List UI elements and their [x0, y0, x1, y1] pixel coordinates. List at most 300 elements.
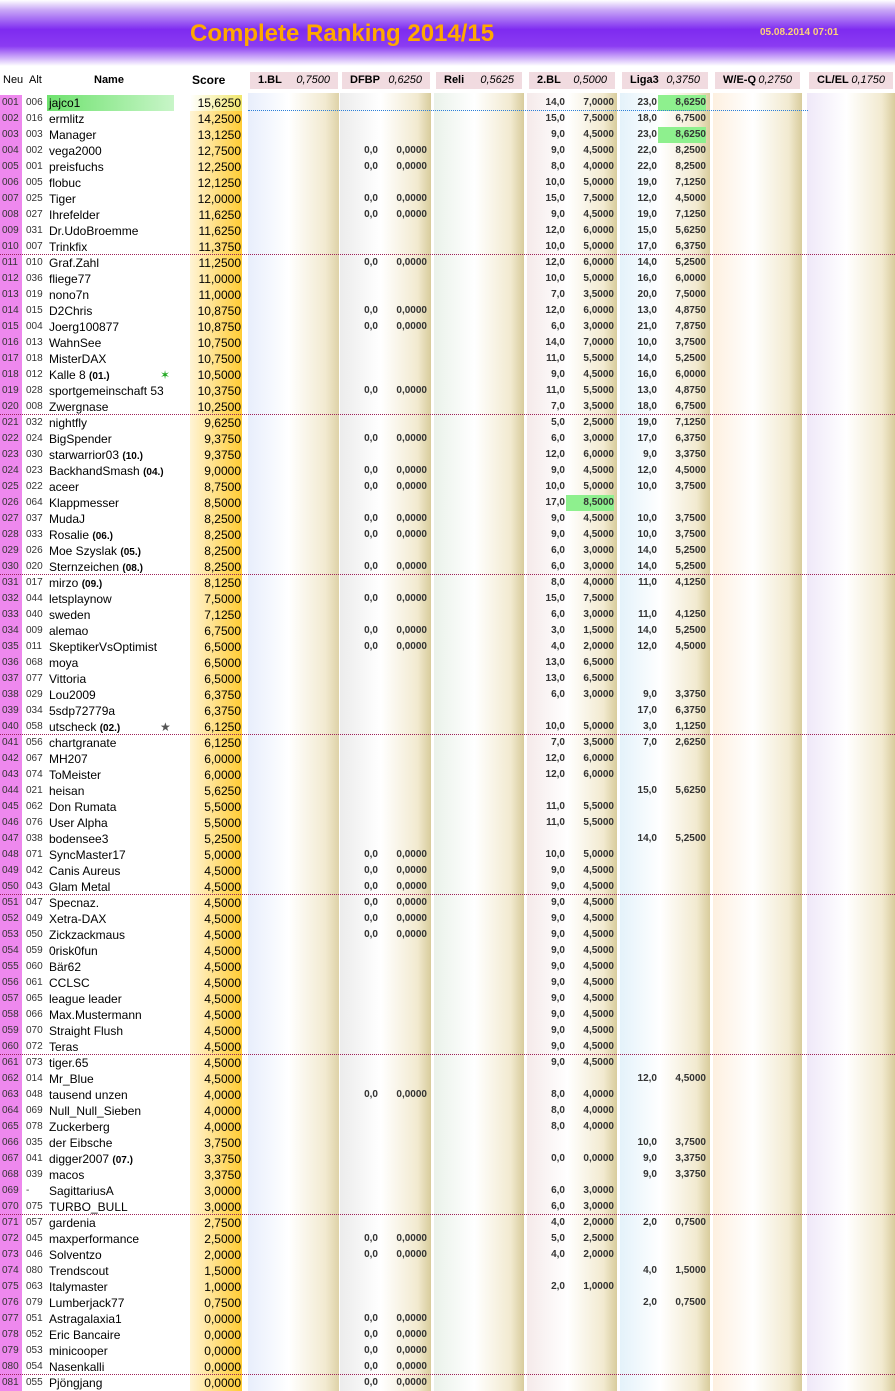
liga3-points: 22,0 [637, 161, 657, 172]
comp-weight: 0,7500 [296, 74, 330, 86]
rank-old: 007 [26, 241, 43, 252]
rank-new: 016 [0, 335, 22, 351]
bl2-points: 11,0 [546, 817, 565, 828]
table-row[interactable] [0, 751, 895, 767]
comp-name: Reli [444, 74, 465, 86]
bl2-score: 4,0000 [583, 161, 614, 172]
table-row[interactable] [0, 799, 895, 815]
table-row[interactable] [0, 591, 895, 607]
player-name[interactable]: Lou2009 [49, 688, 96, 702]
star-icon: ✶ [160, 368, 171, 382]
rank-old: 038 [26, 833, 43, 844]
col-header-dfbp[interactable] [342, 72, 430, 89]
table-row[interactable] [0, 1295, 895, 1311]
score-value: 12,0000 [190, 191, 242, 207]
player-name[interactable]: digger2007 (07.) [49, 1152, 133, 1166]
rank-old: 024 [26, 433, 43, 444]
table-row[interactable] [0, 815, 895, 831]
star-icon: ★ [160, 720, 171, 734]
table-row[interactable] [0, 1103, 895, 1119]
liga3-score: 8,2500 [675, 145, 706, 156]
table-row[interactable] [0, 543, 895, 559]
player-name[interactable]: moya [49, 656, 79, 670]
bl2-score: 7,5000 [583, 193, 614, 204]
bl2-points: 10,0 [545, 849, 565, 860]
bl2-score: 6,0000 [583, 449, 614, 460]
liga3-points: 2,0 [643, 1217, 657, 1228]
player-name[interactable]: heisan [49, 784, 85, 798]
player-name[interactable]: Graf.Zahl [49, 256, 100, 270]
bl2-score: 4,5000 [583, 881, 614, 892]
table-row[interactable] [0, 1215, 895, 1231]
player-name[interactable]: Manager [49, 128, 97, 142]
table-row[interactable] [0, 335, 895, 351]
player-name[interactable]: chartgranate [49, 736, 117, 750]
score-value: 6,0000 [190, 751, 242, 767]
rank-old: 078 [26, 1121, 43, 1132]
player-name[interactable]: Trinkfix [49, 240, 88, 254]
table-row[interactable] [0, 1231, 895, 1247]
table-row[interactable] [0, 447, 895, 463]
table-row[interactable] [0, 415, 895, 431]
player-name[interactable]: Nasenkalli [49, 1360, 105, 1374]
player-name[interactable]: Tiger [49, 192, 76, 206]
col-header-liga3[interactable] [622, 72, 708, 89]
player-name[interactable]: jajco1 [47, 95, 174, 111]
table-row[interactable] [0, 223, 895, 239]
col-header-1bl[interactable] [250, 72, 338, 89]
table-row[interactable] [0, 143, 895, 159]
rank-new: 074 [0, 1263, 22, 1279]
dfbp-points: 0,0 [364, 481, 378, 492]
table-row[interactable] [0, 127, 895, 143]
rank-old: 029 [26, 689, 43, 700]
bl2-score: 5,5000 [583, 817, 614, 828]
bl2-score: 3,0000 [583, 321, 614, 332]
liga3-points: 14,0 [637, 833, 657, 844]
table-row[interactable] [0, 959, 895, 975]
rank-old: 043 [26, 881, 43, 892]
rank-new: 066 [0, 1135, 22, 1151]
table-row[interactable] [0, 943, 895, 959]
bl2-points: 9,0 [551, 209, 565, 220]
dfbp-points: 0,0 [364, 897, 378, 908]
table-row[interactable] [0, 1183, 895, 1199]
player-name[interactable]: Astragalaxia1 [49, 1312, 122, 1326]
score-value: 3,3750 [190, 1167, 242, 1183]
bl2-score: 2,0000 [583, 1249, 614, 1260]
liga3-points: 10,0 [637, 481, 657, 492]
player-name[interactable]: flobuc [49, 176, 82, 190]
table-row[interactable] [0, 1279, 895, 1295]
liga3-score: 4,8750 [675, 305, 706, 316]
player-name[interactable]: ermlitz [49, 112, 85, 126]
score-value: 6,7500 [190, 623, 242, 639]
player-name[interactable]: WahnSee [49, 336, 102, 350]
player-name[interactable]: Zickzackmaus [49, 928, 126, 942]
table-row[interactable] [0, 1119, 895, 1135]
table-row[interactable] [0, 191, 895, 207]
rank-new: 052 [0, 911, 22, 927]
player-name[interactable]: 5sdp72779a [49, 704, 116, 718]
bl2-points: 9,0 [551, 1025, 565, 1036]
table-row[interactable] [0, 735, 895, 751]
table-row[interactable] [0, 479, 895, 495]
dfbp-score: 0,0000 [396, 305, 427, 316]
liga3-score: 6,3750 [675, 433, 706, 444]
col-header-2bl[interactable] [529, 72, 615, 89]
player-name[interactable]: starwarrior03 (10.) [49, 448, 143, 462]
comp-name: 1.BL [258, 74, 282, 86]
table-row[interactable] [0, 271, 895, 287]
bl2-points: 6,0 [551, 689, 565, 700]
player-name[interactable]: preisfuchs [49, 160, 104, 174]
bl2-score: 5,0000 [583, 481, 614, 492]
table-row[interactable] [0, 303, 895, 319]
col-header-score[interactable]: Score [192, 73, 226, 87]
rank-old: 065 [26, 993, 43, 1004]
player-name[interactable]: Specnaz. [49, 896, 100, 910]
liga3-points: 2,0 [643, 1297, 657, 1308]
player-name[interactable]: Don Rumata [49, 800, 117, 814]
player-name[interactable]: Klappmesser [49, 496, 120, 510]
player-name[interactable]: Straight Flush [49, 1024, 124, 1038]
score-value: 8,7500 [190, 479, 242, 495]
table-row[interactable] [0, 639, 895, 655]
player-name[interactable]: Zwergnase [49, 400, 109, 414]
score-value: 5,2500 [190, 831, 242, 847]
dfbp-points: 0,0 [364, 1361, 378, 1372]
liga3-score: 8,6250 [658, 95, 706, 111]
table-row[interactable] [0, 1151, 895, 1167]
player-name[interactable]: Sternzeichen (08.) [49, 560, 143, 574]
player-name[interactable]: SyncMaster17 [49, 848, 126, 862]
table-row[interactable] [0, 607, 895, 623]
liga3-points: 17,0 [637, 241, 657, 252]
table-row[interactable] [0, 911, 895, 927]
liga3-points: 10,0 [637, 529, 657, 540]
player-name[interactable]: sportgemeinschaft 53 [49, 384, 164, 398]
player-name[interactable]: Moe Szyslak (05.) [49, 544, 141, 558]
table-row[interactable] [0, 207, 895, 223]
bl2-score: 3,5000 [583, 401, 614, 412]
score-value: 8,2500 [190, 559, 242, 575]
player-name[interactable]: Null_Null_Sieben [49, 1104, 142, 1118]
player-name[interactable]: mirzo (09.) [49, 576, 103, 590]
table-row[interactable] [0, 511, 895, 527]
player-name[interactable]: Pjöngjang [49, 1376, 103, 1390]
rank-new: 049 [0, 863, 22, 879]
player-name[interactable]: Max.Mustermann [49, 1008, 142, 1022]
col-header-clel[interactable] [809, 72, 893, 89]
player-name[interactable]: Mr_Blue [49, 1072, 94, 1086]
player-name[interactable]: macos [49, 1168, 85, 1182]
table-row[interactable] [0, 159, 895, 175]
score-value: 6,5000 [190, 671, 242, 687]
bl2-score: 4,5000 [583, 897, 614, 908]
score-value: 14,2500 [190, 111, 242, 127]
score-value: 3,0000 [190, 1183, 242, 1199]
col-header-weq[interactable] [715, 72, 800, 89]
player-name[interactable]: Rosalie (06.) [49, 528, 113, 542]
rank-old: 010 [26, 257, 43, 268]
dfbp-score: 0,0000 [396, 881, 427, 892]
player-name[interactable]: Vittoria [49, 672, 87, 686]
rank-old: 055 [26, 1377, 43, 1388]
rank-new: 043 [0, 767, 22, 783]
score-value: 9,3750 [190, 431, 242, 447]
player-name[interactable]: Joerg100877 [49, 320, 120, 334]
bl2-score: 3,0000 [583, 561, 614, 572]
player-name[interactable]: Trendscout [49, 1264, 109, 1278]
dfbp-score: 0,0000 [396, 897, 427, 908]
liga3-points: 19,0 [637, 417, 657, 428]
rank-new: 067 [0, 1151, 22, 1167]
table-row[interactable] [0, 783, 895, 799]
table-row[interactable] [0, 399, 895, 415]
liga3-points: 22,0 [637, 145, 657, 156]
player-name[interactable]: Zuckerberg [49, 1120, 110, 1134]
liga3-points: 9,0 [643, 1169, 657, 1180]
bl2-points: 9,0 [551, 881, 565, 892]
bl2-points: 10,0 [545, 241, 565, 252]
liga3-score: 7,5000 [675, 289, 706, 300]
liga3-points: 11,0 [638, 609, 657, 620]
table-row[interactable] [0, 287, 895, 303]
table-row[interactable] [0, 1199, 895, 1215]
player-name[interactable]: vega2000 [49, 144, 102, 158]
table-row[interactable] [0, 319, 895, 335]
rank-new: 009 [0, 223, 22, 239]
rank-old: 019 [26, 289, 43, 300]
table-row[interactable] [0, 1023, 895, 1039]
table-row[interactable] [0, 1375, 895, 1391]
table-row[interactable] [0, 831, 895, 847]
dfbp-points: 0,0 [364, 433, 378, 444]
player-name[interactable]: league leader [49, 992, 122, 1006]
dfbp-points: 0,0 [364, 593, 378, 604]
table-row[interactable] [0, 895, 895, 911]
table-row[interactable] [0, 1359, 895, 1375]
liga3-score: 3,3750 [675, 449, 706, 460]
table-row[interactable] [0, 367, 895, 383]
table-row[interactable] [0, 1087, 895, 1103]
table-row[interactable] [0, 111, 895, 127]
dfbp-score: 0,0000 [396, 593, 427, 604]
player-name[interactable]: CCLSC [49, 976, 90, 990]
rank-old: 018 [26, 353, 43, 364]
dfbp-points: 0,0 [364, 561, 378, 572]
player-name[interactable]: Teras [49, 1040, 79, 1054]
dfbp-points: 0,0 [364, 305, 378, 316]
bl2-points: 12,0 [545, 257, 565, 268]
rank-new: 072 [0, 1231, 22, 1247]
table-row[interactable] [0, 991, 895, 1007]
player-name[interactable]: MH207 [49, 752, 88, 766]
rank-new: 033 [0, 607, 22, 623]
player-name[interactable]: D2Chris [49, 304, 93, 318]
player-name[interactable]: Dr.UdoBroemme [49, 224, 139, 238]
player-name[interactable]: Italymaster [49, 1280, 108, 1294]
player-name[interactable]: Bär62 [49, 960, 82, 974]
bl2-points: 6,0 [551, 321, 565, 332]
player-name[interactable]: fliege77 [49, 272, 92, 286]
rank-old: 045 [26, 1233, 43, 1244]
bl2-score: 6,5000 [583, 657, 614, 668]
score-value: 3,0000 [190, 1199, 242, 1215]
previous-rank-badge: (02.) [99, 723, 121, 734]
table-row[interactable] [0, 559, 895, 575]
dfbp-score: 0,0000 [396, 1377, 427, 1388]
player-name[interactable]: Canis Aureus [49, 864, 121, 878]
player-name[interactable]: gardenia [49, 1216, 96, 1230]
bl2-score: 7,0000 [583, 97, 614, 108]
player-name[interactable]: Ihrefelder [49, 208, 100, 222]
player-name[interactable]: BigSpender [49, 432, 112, 446]
table-row[interactable] [0, 1167, 895, 1183]
rank-old: - [26, 1185, 30, 1196]
player-name[interactable]: tausend unzen [49, 1088, 128, 1102]
col-header-neu[interactable]: Neu [3, 74, 24, 86]
dfbp-points: 0,0 [364, 529, 378, 540]
table-row[interactable] [0, 719, 895, 735]
player-name[interactable]: sweden [49, 608, 91, 622]
table-row[interactable] [0, 623, 895, 639]
player-name[interactable]: Glam Metal [49, 880, 111, 894]
rank-new: 001 [0, 95, 22, 111]
table-row[interactable] [0, 927, 895, 943]
score-value: 4,5000 [190, 1007, 242, 1023]
bl2-score: 4,5000 [583, 945, 614, 956]
player-name[interactable]: der Eibsche [49, 1136, 113, 1150]
player-name[interactable]: bodensee3 [49, 832, 109, 846]
bl2-points: 8,0 [551, 1121, 565, 1132]
player-name[interactable]: Eric Bancaire [49, 1328, 121, 1342]
player-name[interactable]: nightfly [49, 416, 88, 430]
comp-name: W/E-Q [723, 74, 756, 86]
score-value: 6,3750 [190, 687, 242, 703]
player-name[interactable]: ToMeister [49, 768, 102, 782]
table-row[interactable] [0, 655, 895, 671]
bl2-points: 9,0 [551, 897, 565, 908]
player-name[interactable]: aceer [49, 480, 80, 494]
dfbp-points: 0,0 [364, 193, 378, 204]
table-row[interactable] [0, 687, 895, 703]
table-row[interactable] [0, 703, 895, 719]
table-row[interactable] [0, 1327, 895, 1343]
score-value: 4,5000 [190, 1071, 242, 1087]
bl2-points: 9,0 [551, 913, 565, 924]
table-row[interactable] [0, 1007, 895, 1023]
liga3-points: 13,0 [637, 385, 657, 396]
player-name[interactable]: SagittariusA [49, 1184, 114, 1198]
table-row[interactable] [0, 879, 895, 895]
player-name[interactable]: tiger.65 [49, 1056, 89, 1070]
table-row[interactable] [0, 527, 895, 543]
rank-new: 022 [0, 431, 22, 447]
player-name[interactable]: Xetra-DAX [49, 912, 107, 926]
rank-old: 011 [26, 641, 42, 652]
bl2-score: 4,5000 [583, 529, 614, 540]
table-row[interactable] [0, 431, 895, 447]
liga3-score: 4,5000 [675, 641, 706, 652]
table-row[interactable] [0, 575, 895, 591]
liga3-score: 7,8750 [675, 321, 706, 332]
table-row[interactable] [0, 175, 895, 191]
liga3-points: 23,0 [637, 97, 657, 108]
player-name[interactable]: BackhandSmash (04.) [49, 464, 164, 478]
rank-new: 051 [0, 895, 22, 911]
table-row[interactable] [0, 255, 895, 271]
player-name[interactable]: 0risk0fun [49, 944, 98, 958]
bl2-points: 9,0 [551, 977, 565, 988]
liga3-points: 10,0 [637, 1137, 657, 1148]
player-name[interactable]: SkeptikerVsOptimist [49, 640, 158, 654]
table-row[interactable] [0, 1071, 895, 1087]
col-header-reli[interactable] [436, 72, 522, 89]
player-name[interactable]: MudaJ [49, 512, 86, 526]
table-row[interactable] [0, 767, 895, 783]
table-row[interactable] [0, 1263, 895, 1279]
player-name[interactable]: letsplaynow [49, 592, 112, 606]
liga3-score: 2,6250 [675, 737, 706, 748]
bl2-points: 9,0 [551, 129, 565, 140]
player-name[interactable]: utscheck (02.) [49, 720, 121, 734]
bl2-points: 14,0 [545, 97, 565, 108]
table-row[interactable] [0, 671, 895, 687]
table-row[interactable] [0, 847, 895, 863]
player-name[interactable]: Kalle 8 (01.) [49, 368, 110, 382]
table-row[interactable] [0, 495, 895, 511]
score-value: 4,5000 [190, 975, 242, 991]
rank-new: 019 [0, 383, 22, 399]
table-row[interactable] [0, 383, 895, 399]
table-row[interactable] [0, 463, 895, 479]
table-row[interactable] [0, 1135, 895, 1151]
player-name[interactable]: Lumberjack77 [49, 1296, 125, 1310]
table-row[interactable] [0, 351, 895, 367]
col-header-name[interactable]: Name [94, 74, 124, 86]
player-name[interactable]: MisterDAX [49, 352, 107, 366]
table-row[interactable] [0, 1039, 895, 1055]
player-name[interactable]: alemao [49, 624, 89, 638]
player-name[interactable]: TURBO_BULL [49, 1200, 128, 1214]
table-row[interactable] [0, 975, 895, 991]
player-name[interactable]: Solventzo [49, 1248, 102, 1262]
table-row[interactable] [0, 1247, 895, 1263]
score-value: 8,2500 [190, 527, 242, 543]
bl2-points: 9,0 [551, 465, 565, 476]
bl2-points: 9,0 [551, 961, 565, 972]
rank-old: 015 [26, 305, 43, 316]
liga3-score: 3,7500 [675, 481, 706, 492]
col-header-alt[interactable]: Alt [29, 74, 42, 86]
rank-new: 061 [0, 1055, 22, 1071]
table-row[interactable] [0, 95, 895, 111]
table-row[interactable] [0, 1055, 895, 1071]
bl2-points: 7,0 [551, 401, 565, 412]
rank-old: 035 [26, 1137, 43, 1148]
player-name[interactable]: minicooper [49, 1344, 108, 1358]
table-row[interactable] [0, 1343, 895, 1359]
table-row[interactable] [0, 239, 895, 255]
table-row[interactable] [0, 863, 895, 879]
player-name[interactable]: nono7n [49, 288, 90, 302]
player-name[interactable]: maxperformance [49, 1232, 140, 1246]
bl2-points: 12,0 [545, 753, 565, 764]
table-row[interactable] [0, 1311, 895, 1327]
player-name[interactable]: User Alpha [49, 816, 108, 830]
